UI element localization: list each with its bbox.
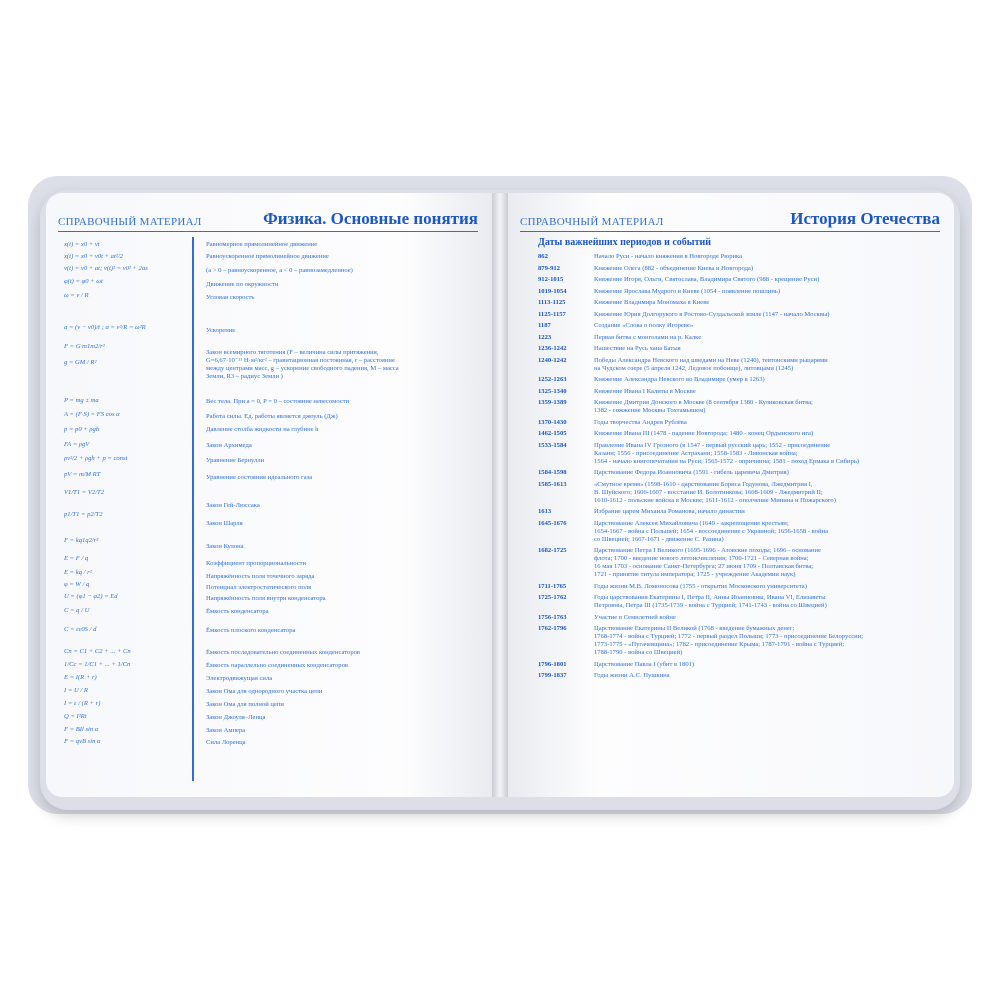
formula-description: Закон Шарля <box>206 520 243 527</box>
formula-description: Угловая скорость <box>206 294 255 301</box>
formula: P = mg ± ma <box>64 397 99 404</box>
formula-description: Ускорение <box>206 327 236 334</box>
event-year: 1370-1430 <box>538 418 567 426</box>
formula: A = (F·S) = FS cos α <box>64 411 120 418</box>
event-year: 1796-1801 <box>538 660 567 668</box>
formula-description: Уравнение состояния идеального газа <box>206 474 313 481</box>
event-description: Царствование Павла I (убит в 1801) <box>594 660 695 668</box>
event-description: Княжение Дмитрия Донского в Москве (8 сентября 1380 - Куликовская битва; 1382 - сожжение Москвы Тохтамышем) <box>594 399 813 414</box>
formula: U = (φ1 − φ2) = Ed <box>64 593 118 600</box>
event-year: 1762-1796 <box>538 625 567 632</box>
dates-subtitle: Даты важнейших периодов и событий <box>538 237 712 248</box>
event-description: Княжение Ивана III (1478 - падение Новгорода; 1480 - конец Ордынского ига) <box>594 430 814 437</box>
event-description: Царствование Федора Иоанновича (1591 - гибель царевича Дмитрия) <box>594 469 789 476</box>
event-description: Княжение Владимира Мономаха в Киеве <box>594 299 710 306</box>
formula: pV = m/M RT <box>64 471 101 478</box>
event-description: Княжение Юрия Долгорукого в Ростово-Суздальской земле (1147 - начало Москвы) <box>594 310 830 318</box>
formula: p = p0 + ρgh <box>64 426 100 433</box>
event-description: Победы Александра Невского над шведами на Неве (1240), тевтонскими рыцарями на Чудском озере (5 апреля 1242, Ледовое побоище), литовцами (1245) <box>594 356 828 372</box>
formula-description: Давление столба жидкости на глубине h <box>206 426 319 433</box>
formula-description: Сила Лоренца <box>206 739 246 746</box>
event-year: 1462-1505 <box>538 430 567 437</box>
event-year: 912-1015 <box>538 276 564 283</box>
formula-description: Напряжённость поля внутри конденсатора <box>206 595 326 602</box>
formula: FA = ρgV <box>64 441 90 448</box>
event-description: Первая битва с монголами на р. Калке <box>594 333 702 341</box>
formula: F = qvB sin α <box>64 738 101 745</box>
event-description: Царствование Екатерины II Великой (1768 - введение бумажных денег; 1768-1774 - война с Турцией; 1772 - первый раздел Польши; 1773 - присоединение Белоруссии; 1773-1775 - «Пугачевщина»; 1782 - присоединение Крыма; 1787-1791 - война с Турцией; 1788-1790 - война со Швецией) <box>594 625 864 656</box>
formula: Q = I²Rt <box>64 713 87 720</box>
event-year: 862 <box>538 253 548 260</box>
right-page <box>508 193 954 797</box>
event-description: Участие в Семилетней войне <box>594 613 676 621</box>
event-description: Начало Руси - начало княжения в Новгороде Рюрика <box>594 253 743 260</box>
page-title: Физика. Основные понятия <box>263 209 478 228</box>
formula: a = (v − v0)/t ; a = v²/R = ω²R <box>64 324 146 331</box>
event-year: 879-912 <box>538 264 560 272</box>
formula: I = ε / (R + r) <box>64 700 101 707</box>
formula-description: Вес тела. При a = 0, P = 0 – состояние невесомости <box>206 398 350 405</box>
formula-description: Равноускоренное прямолинейное движение <box>206 253 329 260</box>
event-year: 1236-1242 <box>538 345 567 352</box>
left-page <box>46 193 492 797</box>
event-description: Княжение Ярослава Мудрого в Киеве (1054 - появление пошлинь) <box>594 287 781 295</box>
formula: x(t) = x0 + vt <box>64 241 100 248</box>
formula-description: Работа силы. Ед. работы является джоуль (Дж) <box>206 413 338 420</box>
formula: C = εε0S / d <box>64 626 97 633</box>
event-year: 1533-1584 <box>538 441 567 449</box>
formula-description: Движение по окружности <box>206 281 279 288</box>
event-year: 1725-1762 <box>538 594 567 601</box>
formula-description: Ёмкость конденсатора <box>206 608 269 615</box>
book-spine <box>492 193 508 797</box>
formula: E = I(R + r) <box>64 674 97 681</box>
event-year: 1223 <box>538 333 552 341</box>
formula: Cп = C1 + C2 + ... + Cn <box>64 648 131 655</box>
formula: F = BIl sin α <box>64 726 99 733</box>
formula-description: Закон Ампера <box>206 727 246 734</box>
event-description: Создание «Слова о полку Игореве» <box>594 322 694 329</box>
event-description: Годы царствования Екатерины I, Петра II, Анны Иоанновны, Ивана VI, Елизаветы Петровны, Петра III (1735-1739 - война с Турцией; 1741-1743 - война со Швецией) <box>594 594 827 609</box>
event-year: 1711-1765 <box>538 582 567 590</box>
formula: V1/T1 = V2/T2 <box>64 489 104 496</box>
formula-description: Напряжённость поля точечного заряда <box>206 573 315 580</box>
event-description: Годы жизни М.В. Ломоносова (1755 - открытие Московского университета) <box>594 582 807 590</box>
section-label: СПРАВОЧНЫЙ МАТЕРИАЛ <box>58 216 202 228</box>
formula-description: Закон Архимеда <box>206 442 252 449</box>
formula-description: Уравнение Бернулли <box>206 457 265 464</box>
formula: F = kq1q2/r² <box>64 537 99 544</box>
event-year: 1019-1054 <box>538 287 567 295</box>
formula-description: Ёмкость параллельно соединенных конденсаторов <box>206 662 348 669</box>
formula: I = U / R <box>64 687 88 694</box>
event-year: 1359-1389 <box>538 399 567 406</box>
formula-description: Электродвижущая сила <box>206 675 273 682</box>
event-year: 1585-1613 <box>538 480 567 488</box>
event-year: 1325-1340 <box>538 387 567 395</box>
formula: v(t) = v0 + at; v(t)² = v0² + 2as <box>64 265 148 272</box>
formula-description: Закон Гей-Люссака <box>206 502 260 509</box>
formula-description: Закон Ома для полной цепи <box>206 701 284 708</box>
event-description: Княжение Ивана I Калиты в Москве <box>594 387 696 395</box>
formula: F = G m1m2/r² <box>64 343 105 350</box>
event-year: 1125-1157 <box>538 310 566 318</box>
page-title: История Отечества <box>790 209 940 228</box>
event-year: 1113-1125 <box>538 299 566 306</box>
formula-description: Закон всемирного тяготения (F – величина силы притяжения, G=6,67·10⁻¹¹ Н·м²/кг² – гравитационная постоянная, r – расстояние между центрами масс, g – ускорение свободного падения, M – масса Земли, R3 – радиус Земли ) <box>206 349 399 380</box>
event-year: 1799-1837 <box>538 672 567 679</box>
event-description: Княжение Александра Невского во Владимире (умер в 1263) <box>594 376 765 383</box>
event-description: Царствование Петра I Великого (1695-1696 - Азовские походы; 1696 - основание флота; 1700 - введение нового летоисчисления; 1700-1721 - Северная война; 16 мая 1703 - основание Санкт-Петербурга; 27 июня 1709 - Полтавская битва; 1721 - принятие титула императора; 1725 - учреждение Академии наук) <box>594 547 822 578</box>
formula: E = kq / r² <box>64 569 92 576</box>
event-year: 1756-1763 <box>538 613 567 621</box>
formula-description: Коэффициент пропорциональности <box>206 560 307 567</box>
event-description: «Смутное время» (1598-1610 - царствование Бориса Годунова, Лжедмитрия I, В. Шуйского; 1606-1607 - восстание И. Болотникова; 1608-1609 - Лжедмитрий II; 1610-1612 - польские войска в Москве; 1611-1612 - ополчение Минина и Пожарского) <box>594 480 836 504</box>
formula: x(t) = x0 + v0t + at²/2 <box>64 253 123 260</box>
formula: ρv²/2 + ρgh + p = const <box>64 455 128 462</box>
formula: φ(t) = φ0 + ωt <box>64 278 103 285</box>
event-year: 1240-1242 <box>538 356 567 364</box>
formula-description: Ёмкость последовательно соединенных конденсаторов <box>206 649 361 656</box>
event-year: 1187 <box>538 322 551 329</box>
section-label: СПРАВОЧНЫЙ МАТЕРИАЛ <box>520 216 664 228</box>
formula: C = q / U <box>64 607 90 614</box>
event-year: 1584-1598 <box>538 469 567 476</box>
event-year: 1682-1725 <box>538 547 567 554</box>
event-description: Годы творчества Андрея Рублёва <box>594 418 687 426</box>
event-description: Избрание царем Михаила Романова, начало династии <box>594 508 745 515</box>
event-description: Нашествие на Русь хана Батыя <box>594 345 681 352</box>
event-description: Правление Ивана IV Грозного (в 1547 - первый русский царь; 1552 - присоединение Казани; 1556 - присоединение Астрахани; 1558-1583 - Ливонская война; 1564 - начало книгопечатания на Руси; 1565-1572 - опричнина; 1581 - поход Ермака в Сибирь) <box>594 441 860 465</box>
event-description: Царствование Алексея Михайловича (1649 - закрепощение крестьян; 1654-1667 - война с Польшей; 1654 - воссоединение с Украиной; 1656-1658 - война со Швецией; 1667-1671 - движение С. Разина) <box>594 519 829 543</box>
formula-description: Закон Ома для однородного участка цепи <box>206 688 323 695</box>
formula: φ = W / q <box>64 581 90 588</box>
left-page-header <box>58 203 478 232</box>
formula: ω = v / R <box>64 292 89 299</box>
formula: 1/Cс = 1/C1 + ... + 1/Cn <box>64 661 131 668</box>
column-divider <box>192 237 194 781</box>
formula-description: Равномерное прямолинейное движение <box>206 241 318 248</box>
event-description: Княжение Игоря, Ольги, Святослава, Владимира Святого (988 - крещение Руси) <box>594 276 820 283</box>
event-year: 1613 <box>538 508 552 515</box>
formula-description: Потенциал электростатического поля <box>206 584 312 591</box>
event-year: 1252-1263 <box>538 376 567 383</box>
formula-description: Закон Джоуля–Ленца <box>206 714 266 721</box>
event-description: Годы жизни А.С. Пушкина <box>594 672 670 679</box>
event-year: 1645-1676 <box>538 519 567 527</box>
event-description: Княжение Олега (882 - объединение Киева и Новгорода) <box>594 264 754 272</box>
formula-description: (a > 0 – равноускоренное, a < 0 – равнозамедленное) <box>206 267 353 274</box>
formula: g = GM / R² <box>64 359 97 366</box>
formula-description: Ёмкость плоского конденсатора <box>206 627 296 634</box>
formula: p1/T1 = p2/T2 <box>64 511 103 518</box>
right-page-header <box>520 203 940 232</box>
formula: E = F / q <box>64 555 89 562</box>
formula-description: Закон Кулона <box>206 543 244 550</box>
